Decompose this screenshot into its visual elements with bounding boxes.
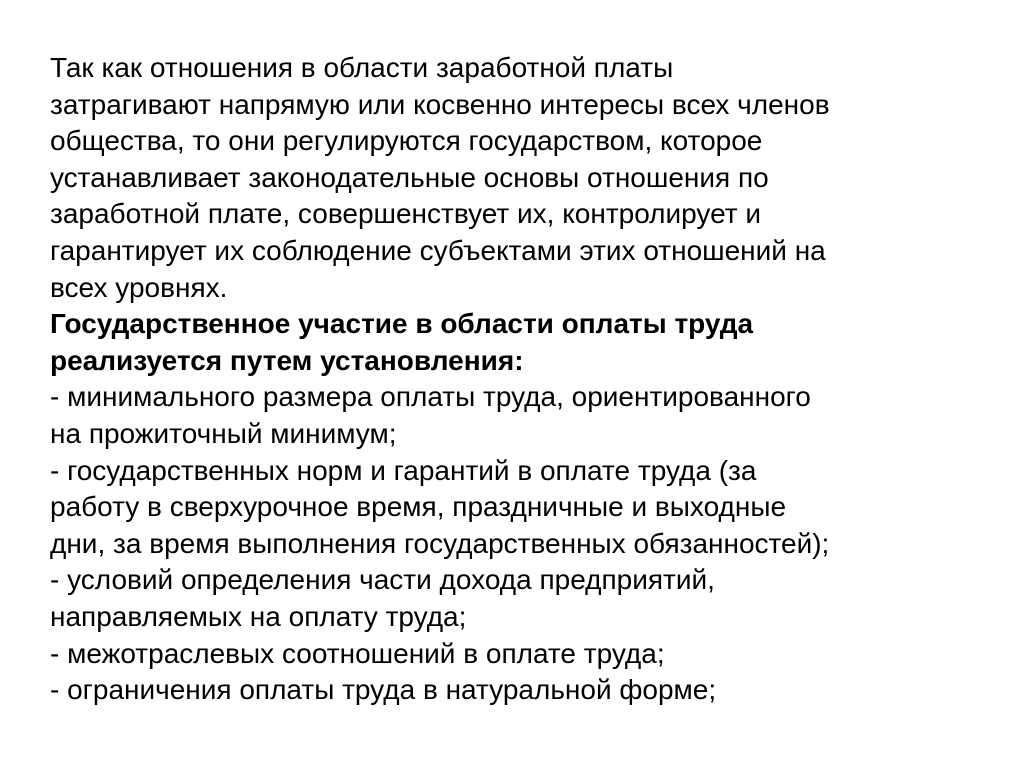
list-line: - минимального размера оплаты труда, ориентированного <box>50 381 811 413</box>
paragraph-line: гарантирует их соблюдение субъектами этих отношений на <box>50 234 826 266</box>
heading-line: реализуется путем установления: <box>50 344 524 376</box>
paragraph-line: затрагивают напрямую или косвенно интересы всех членов <box>50 88 830 120</box>
intro-paragraph <box>50 50 990 306</box>
list-line: - условий определения части дохода предприятий, <box>50 564 715 596</box>
bold-heading <box>50 306 990 379</box>
list-line: направляемых на оплату труда; <box>50 600 467 632</box>
list-line: работу в сверхурочное время, праздничные и выходные <box>50 491 787 523</box>
list-line: дни, за время выполнения государственных обязанностей); <box>50 527 830 559</box>
paragraph-line: Так как отношения в области заработной платы <box>50 52 674 83</box>
list-line: - государственных норм и гарантий в оплате труда (за <box>50 454 757 486</box>
list-line: на прожиточный минимум; <box>50 417 397 449</box>
paragraph-line: устанавливает законодательные основы отношения по <box>50 161 769 193</box>
slide-text-body <box>50 50 990 709</box>
paragraph-line: всех уровнях. <box>50 271 228 303</box>
heading-line: Государственное участие в области оплаты труда <box>50 308 754 340</box>
paragraph-line: заработной плате, совершенствует их, контролирует и <box>50 198 761 230</box>
measures-list <box>50 379 990 708</box>
list-line: - ограничения оплаты труда в натуральной форме; <box>50 674 717 706</box>
list-line: - межотраслевых соотношений в оплате труда; <box>50 637 665 669</box>
paragraph-line: общества, то они регулируются государством, которое <box>50 125 763 157</box>
